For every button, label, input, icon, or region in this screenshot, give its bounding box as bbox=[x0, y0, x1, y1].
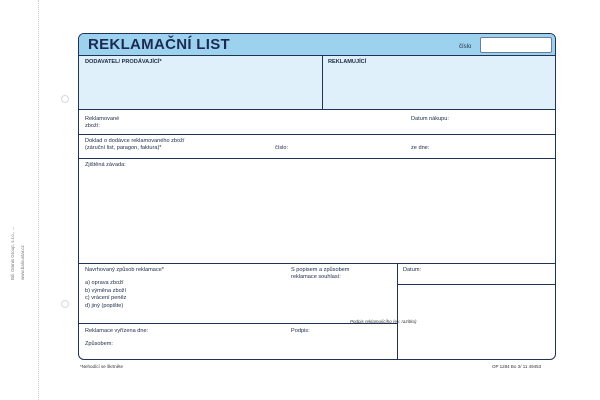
claimant-field[interactable] bbox=[323, 56, 556, 110]
purchase-date-label: Datum nákupu: bbox=[411, 116, 449, 122]
document-label-line-2: (záruční list, paragon, faktura)* bbox=[85, 145, 162, 151]
title-bar bbox=[79, 34, 555, 56]
consent-label-line-1: S popisem a způsobem bbox=[291, 267, 350, 273]
supplier-label: DODAVATEL/ PRODÁVAJÍCÍ* bbox=[85, 59, 162, 65]
footer-note: *Nehodící se škrtněte bbox=[80, 364, 124, 369]
settlement-method-label: Způsobem: bbox=[85, 341, 113, 347]
document-label-line-1: Doklad o dodávce reklamovaného zboží bbox=[85, 138, 185, 144]
resolution-option-repair: a) oprava zboží bbox=[85, 280, 124, 286]
document-number-label: číslo: bbox=[275, 145, 289, 151]
settlement-field[interactable] bbox=[79, 323, 397, 360]
date-label: Datum: bbox=[403, 267, 422, 273]
date-field[interactable] bbox=[397, 263, 556, 284]
complaint-form bbox=[78, 33, 556, 360]
goods-label-line-2: zboží: bbox=[85, 123, 100, 129]
resolution-option-other: d) jiný (popište) bbox=[85, 302, 124, 309]
goods-label-line-1: Reklamované bbox=[85, 116, 120, 122]
form-code: OP 1284 Bo 3/ 11 49453 bbox=[492, 364, 542, 369]
signature-area[interactable] bbox=[397, 284, 556, 360]
settled-date-label: Reklamace vyřízena dne: bbox=[85, 328, 149, 334]
consent-label-line-2: reklamace souhlasí: bbox=[291, 274, 341, 280]
publisher-imprint-line-2: www.baloustar.cz bbox=[20, 245, 25, 280]
defect-field[interactable] bbox=[79, 158, 555, 263]
resolution-option-exchange: b) výměna zboží bbox=[85, 287, 127, 294]
resolution-field[interactable] bbox=[79, 263, 397, 323]
punch-hole-top bbox=[61, 95, 69, 103]
form-title: REKLAMAČNÍ LIST bbox=[88, 36, 230, 53]
defect-label: Zjištěná závada: bbox=[85, 162, 126, 168]
signature-label: Podpis: bbox=[291, 328, 310, 334]
form-number-label: číslo bbox=[459, 44, 472, 50]
publisher-imprint bbox=[2, 150, 68, 280]
claimant-label: REKLAMUJÍCÍ bbox=[328, 59, 367, 65]
signature-note: Podpis reklamujícího (ev. razítko) bbox=[350, 319, 417, 324]
publisher-imprint-line-1: Bd. Omnis Group, s.r.o., ... bbox=[10, 226, 15, 280]
punch-hole-bottom bbox=[61, 300, 69, 308]
goods-field[interactable] bbox=[79, 110, 555, 134]
document-date-label: ze dne: bbox=[411, 145, 430, 151]
resolution-label: Navrhovaný způsob reklamace* bbox=[85, 267, 164, 273]
form-number-field[interactable] bbox=[480, 37, 552, 53]
supplier-field[interactable] bbox=[79, 56, 323, 110]
document-field[interactable] bbox=[79, 134, 555, 158]
resolution-option-refund: c) vrácení peněz bbox=[85, 295, 127, 301]
